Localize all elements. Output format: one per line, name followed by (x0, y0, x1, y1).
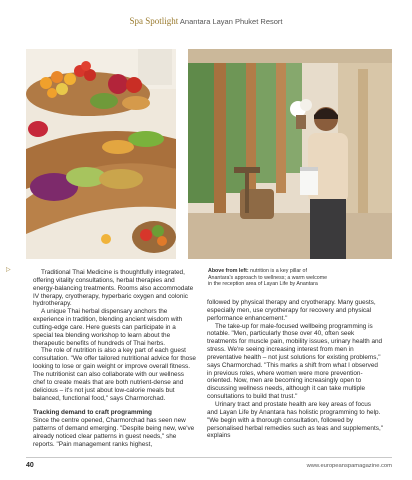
page-number: 40 (26, 462, 34, 469)
section-subtitle: Anantara Layan Phuket Resort (179, 17, 283, 26)
paragraph: Traditional Thai Medicine is thoughtfully integrated, offering vitality consultations, herbal therapies and energy-balancing treatments. Rooms also accommodate IV therapy, cryotherapy, hyperbaric oxygen and colonic hydrotherapy. (33, 269, 194, 308)
lobby-illustration (188, 49, 392, 259)
caption-arrow-icon: ▷ (6, 267, 11, 273)
food-platter-illustration (26, 49, 176, 259)
photo-caption (208, 268, 328, 288)
caption-text: nutrition is a key pillar of Anantara's approach to wellness; a warm welcome in the reception area of Layan Life by Anantara (208, 268, 328, 288)
paragraph: Urinary tract and prostate health are key areas of focus and Layan Life by Anantara has holistic programming to help. "We begin with a thorough consultation, followed by personalised herbal remedies such as teas and supplements," explains (207, 400, 383, 440)
therapist-lobby-photo (188, 49, 392, 259)
paragraph: The take-up for male-focused wellbeing programming is notable. "Men, particularly those over 40, often seek treatments for muscle pain, mobility issues, urinary health and stress. We're seeing increasing interest from men in preventative health – not just solutions for existing problems," says Charmorchad. "This marks a shift from what I observed in previous roles, where women were more prevention-oriented. Now, men are becoming increasingly open to discussing wellness needs, although it can take multiple consultations to build that trust." (207, 322, 383, 401)
food-platter-photo (26, 49, 176, 259)
paragraph: The role of nutrition is also a key part of each guest consultation. "We offer tailored nutritional advice for those looking to lose or gain weight or improve overall fitness. The nutritionist can also collaborate with our wellness chef to create meals that are both nutrient-dense and delicious – it's not just about low-calorie meals but balanced, functional food," says Charmorchad. (33, 347, 196, 402)
caption-lead: Above from left: (208, 268, 249, 274)
page-header (0, 16, 412, 27)
section-subheading: Tracking demand to craft programming (33, 409, 152, 417)
paragraph: A unique Thai herbal dispensary anchors the experience in tradition, blending ancient wisdom with cutting-edge care. Here guests can participate in a special tea blending workshop to learn about the therapeutic benefits of hundreds of Thai herbs. (33, 308, 183, 347)
article-column-right (207, 299, 383, 440)
article-column-left (33, 269, 197, 449)
paragraph: Since the centre opened, Charmorchad has seen new patterns of demand emerging. "Despite being new, we've already noticed clear patterns in guest needs," she reports. "Pain management ranks highest, (33, 417, 195, 448)
website-link[interactable]: www.europeanspamagazine.com (306, 463, 392, 469)
footer-divider (26, 457, 392, 458)
section-brand: Spa Spotlight (129, 16, 179, 26)
paragraph: followed by physical therapy and cryotherapy. Many guests, especially men, use cryotherapy for recovery and physical performance enhancement." (207, 299, 376, 322)
